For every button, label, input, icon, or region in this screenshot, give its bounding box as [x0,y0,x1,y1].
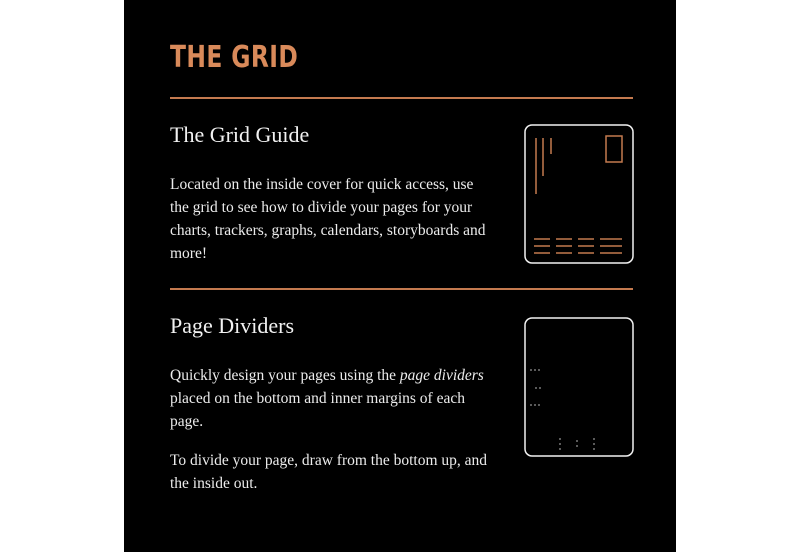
section-heading-grid-guide: The Grid Guide [170,122,310,147]
page-dividers-diagram-icon [524,317,634,457]
description-text: Quickly design your pages using the [170,367,400,384]
divider-rule [170,97,633,99]
grid-guide-description: Located on the inside cover for quick access, use the grid to see how to divide your pages for your charts, trackers, graphs, calendars, storyboards and more! [170,176,486,262]
page-title: THE GRID [170,40,299,75]
content-panel [124,0,676,552]
page-dividers-instruction: To divide your page, draw from the bottom up, and the inside out. [170,452,488,492]
section-heading-page-dividers: Page Dividers [170,313,295,338]
grid-guide-diagram-icon [524,124,634,264]
emphasis-page-dividers: page dividers [399,367,484,384]
description-text: placed on the bottom and inner margins of each page. [170,390,465,430]
page-dividers-description [170,364,490,433]
divider-rule [170,288,633,290]
